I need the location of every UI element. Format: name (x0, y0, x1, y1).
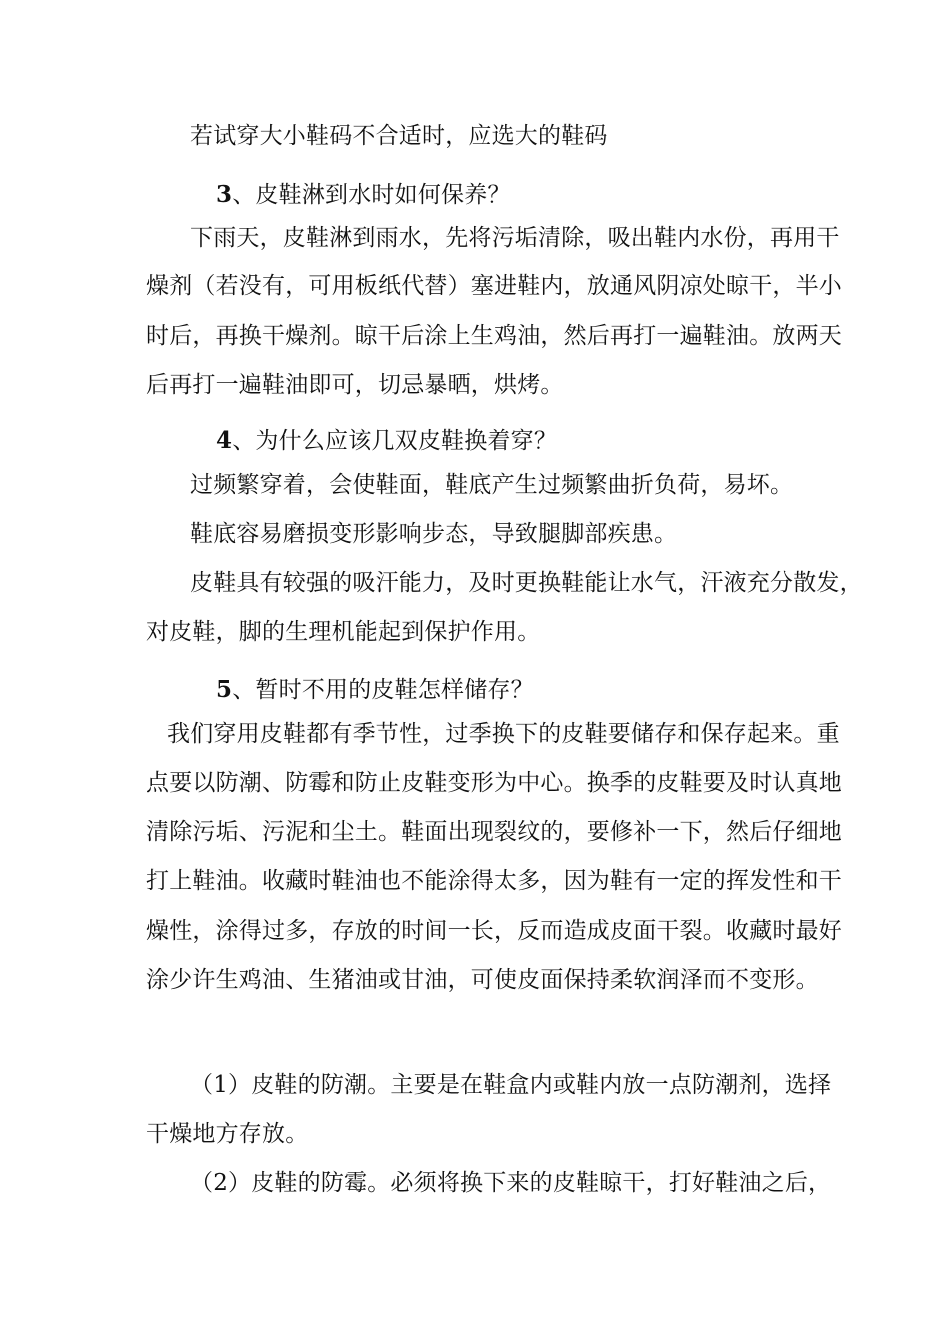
section-heading-3 (216, 180, 880, 210)
heading-text: 、为什么应该几双皮鞋换着穿？ (232, 428, 558, 454)
paragraph-line: 燥剂（若没有，可用板纸代替）塞进鞋内，放通风阴凉处晾干，半小 (146, 273, 842, 299)
paragraph-line: 点要以防潮、防霉和防止皮鞋变形为中心。换季的皮鞋要及时认真地 (146, 770, 842, 796)
paragraph-shoe-size: 若试穿大小鞋码不合适时，应选大的鞋码 (190, 123, 608, 149)
section-heading-5 (216, 675, 880, 705)
paragraph-line: 对皮鞋，脚的生理机能起到保护作用。 (146, 619, 541, 645)
section-heading-4 (216, 426, 880, 456)
paragraph-line: 涂少许生鸡油、生猪油或甘油，可使皮面保持柔软润泽而不变形。 (146, 967, 819, 993)
paragraph-line: 鞋底容易磨损变形影响步态，导致腿脚部疾患。 (190, 521, 678, 547)
paragraph-line: 后再打一遍鞋油即可，切忌暴晒，烘烤。 (146, 372, 564, 398)
paragraph-line: （1）皮鞋的防潮。主要是在鞋盒内或鞋内放一点防潮剂，选择 (190, 1072, 832, 1098)
heading-number: 3 (216, 181, 233, 208)
paragraph-line: 清除污垢、污泥和尘土。鞋面出现裂纹的，要修补一下，然后仔细地 (146, 819, 842, 845)
heading-number: 5 (216, 676, 233, 703)
heading-text: 、皮鞋淋到水时如何保养？ (232, 182, 511, 208)
paragraph-line: （2）皮鞋的防霉。必须将换下来的皮鞋晾干，打好鞋油之后， (190, 1170, 832, 1196)
paragraph-line: 时后，再换干燥剂。晾干后涂上生鸡油，然后再打一遍鞋油。放两天 (146, 323, 842, 349)
paragraph-line: 下雨天，皮鞋淋到雨水，先将污垢清除，吸出鞋内水份，再用干 (190, 225, 840, 251)
paragraph-line: 我们穿用皮鞋都有季节性，过季换下的皮鞋要储存和保存起来。重 (167, 721, 840, 747)
paragraph-line: 打上鞋油。收藏时鞋油也不能涂得太多，因为鞋有一定的挥发性和干 (146, 868, 842, 894)
paragraph-line: 燥性，涂得过多，存放的时间一长，反而造成皮面干裂。收藏时最好 (146, 918, 842, 944)
paragraph-line: 过频繁穿着，会使鞋面，鞋底产生过频繁曲折负荷，易坏。 (190, 472, 794, 498)
heading-number: 4 (216, 427, 233, 454)
heading-text: 、暂时不用的皮鞋怎样储存？ (232, 677, 534, 703)
paragraph-line: 干燥地方存放。 (146, 1121, 309, 1147)
paragraph-line: 皮鞋具有较强的吸汗能力，及时更换鞋能让水气，汗液充分散发， (190, 570, 863, 596)
